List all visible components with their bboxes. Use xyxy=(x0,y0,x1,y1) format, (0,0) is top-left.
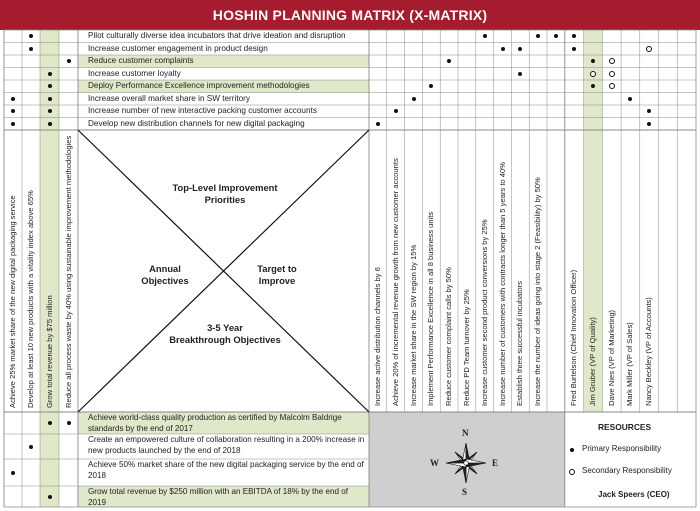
target-mark-primary-dot xyxy=(483,34,487,38)
left-mark-primary-dot xyxy=(67,59,71,63)
target-label: Increase number of customers with contracts longer than 5 years to 40% xyxy=(497,162,507,406)
people-mark-secondary-ring xyxy=(609,71,615,77)
legend-secondary-text: Secondary Responsibility xyxy=(582,466,672,475)
people-mark-primary-dot xyxy=(647,109,651,113)
compass-w: W xyxy=(430,458,439,468)
target-mark-primary-dot xyxy=(412,97,416,101)
resource-person-label: Dave Nies (VP of Marketing) xyxy=(606,309,616,406)
annual-objectives-label: Annual Objectives xyxy=(141,263,189,286)
target-mark-primary-dot xyxy=(501,47,505,51)
left-mark-primary-dot xyxy=(48,72,52,76)
target-mark-primary-dot xyxy=(447,59,451,63)
people-mark-secondary-ring xyxy=(590,71,596,77)
left-mark-primary-dot xyxy=(11,109,15,113)
resource-person-label: Jim Gruber (VP of Quality) xyxy=(588,317,598,406)
left-mark-primary-dot xyxy=(29,34,33,38)
legend-primary-text: Primary Responsibility xyxy=(582,444,662,453)
improvement-priorities-label: Top-Level Improvement Priorities xyxy=(172,182,278,205)
target-label: Reduce PD Team turnover by 25% xyxy=(461,289,471,406)
people-mark-primary-dot xyxy=(572,47,576,51)
priority-row-label: Increase customer loyalty xyxy=(88,68,181,78)
people-mark-primary-dot xyxy=(628,97,632,101)
target-label: Establish three successful incubators xyxy=(515,281,525,406)
matrix-title: HOSHIN PLANNING MATRIX (X-MATRIX) xyxy=(0,0,700,30)
compass-n: N xyxy=(462,428,469,438)
people-mark-primary-dot xyxy=(647,122,651,126)
target-mark-primary-dot xyxy=(376,122,380,126)
people-mark-primary-dot xyxy=(591,59,595,63)
breakthrough-mark-primary-dot xyxy=(48,495,52,499)
priority-row-label: Increase number of new interactive packing customer accounts xyxy=(88,106,317,115)
target-mark-primary-dot xyxy=(554,34,558,38)
target-label: Achieve 20% of incremental revenue growth from new customer accounts xyxy=(390,158,400,406)
compass-s: S xyxy=(462,487,468,497)
center-bottom-label xyxy=(150,322,300,346)
resource-person-label: Nancy Beckley (VP of Accounts) xyxy=(644,297,654,406)
target-mark-primary-dot xyxy=(518,47,522,51)
annual-objective-label: Grow total revenue by $75 million xyxy=(44,295,54,408)
resources-title: RESOURCES xyxy=(598,422,652,432)
breakthrough-objective-label: Grow total revenue by $250 million with an EBITDA of 18% by the end of 2019 xyxy=(88,487,349,507)
left-mark-primary-dot xyxy=(11,122,15,126)
left-mark-primary-dot xyxy=(48,84,52,88)
annual-objective-label: Reduce all process waste by 40% using sustainable improvement methodologies xyxy=(63,135,73,408)
center-top-label xyxy=(155,182,295,206)
left-mark-primary-dot xyxy=(48,109,52,113)
center-left-label xyxy=(120,263,210,287)
people-mark-primary-dot xyxy=(572,34,576,38)
owner-name: Jack Speers (CEO) xyxy=(598,490,670,499)
breakthrough-objective-label: Achieve 50% market share of the new digital packaging service by the end of 2018 xyxy=(88,460,364,480)
target-label: Reduce customer complaint calls by 50% xyxy=(444,267,454,406)
target-label: Increase the number of ideas going into stage 2 (Feasibility) by 50% xyxy=(533,177,543,406)
resource-person-label: Fred Burtelson (Chief Innovation Officer) xyxy=(569,269,579,406)
priority-row-label: Increase customer engagement in product design xyxy=(88,43,268,53)
breakthrough-mark-primary-dot xyxy=(29,445,33,449)
left-mark-primary-dot xyxy=(48,97,52,101)
priority-row-label: Reduce customer complaints xyxy=(88,56,194,65)
target-to-improve-label: Target to Improve xyxy=(257,263,297,286)
breakthrough-mark-primary-dot xyxy=(67,421,71,425)
priority-row-label: Increase overall market share in SW territory xyxy=(88,93,250,103)
target-mark-primary-dot xyxy=(536,34,540,38)
annual-objective-label: Develop at least 10 new products with a vitality index above 65% xyxy=(26,190,35,408)
breakthrough-objective-label: Create an empowered culture of collaboration resulting in a 200% increase in new products launched by the end of 2018 xyxy=(88,435,365,455)
compass-e: E xyxy=(492,458,499,468)
left-mark-primary-dot xyxy=(29,47,33,51)
people-mark-primary-dot xyxy=(591,84,595,88)
left-mark-primary-dot xyxy=(48,122,52,126)
center-right-label xyxy=(232,263,322,287)
people-mark-secondary-ring xyxy=(609,83,615,89)
target-mark-primary-dot xyxy=(394,109,398,113)
priority-row-label: Deploy Performance Excellence improvement methodologies xyxy=(88,81,310,90)
target-label: Implement Performance Excellence in all 8 business units xyxy=(426,211,436,406)
resource-person-label: Mark Miller (VP of Sales) xyxy=(625,322,635,406)
target-label: Increase active distribution channels by 6 xyxy=(372,267,382,406)
breakthrough-objectives-label: 3-5 Year Breakthrough Objectives xyxy=(169,322,281,345)
people-mark-secondary-ring xyxy=(646,46,652,52)
target-mark-primary-dot xyxy=(429,84,433,88)
target-label: Increase customer second product conversions by 25% xyxy=(479,219,489,406)
annual-objective-label: Achieve 25% market share of the new digital packaging service xyxy=(8,195,17,408)
legend-secondary-ring xyxy=(569,469,575,475)
priority-row-label: Pilot culturally diverse idea incubators that drive ideation and disruption xyxy=(88,31,346,40)
breakthrough-objective-label: Achieve world-class quality production as certified by Malcolm Baldrige standards by the end of 2017 xyxy=(88,413,342,433)
breakthrough-mark-primary-dot xyxy=(48,421,52,425)
legend-primary-dot xyxy=(570,448,574,452)
left-mark-primary-dot xyxy=(11,97,15,101)
priority-row-label: Develop new distribution channels for new digital packaging xyxy=(88,118,305,128)
people-mark-secondary-ring xyxy=(609,58,615,64)
target-label: Increase market share in the SW region by 15% xyxy=(408,244,418,406)
target-mark-primary-dot xyxy=(518,72,522,76)
breakthrough-mark-primary-dot xyxy=(11,471,15,475)
